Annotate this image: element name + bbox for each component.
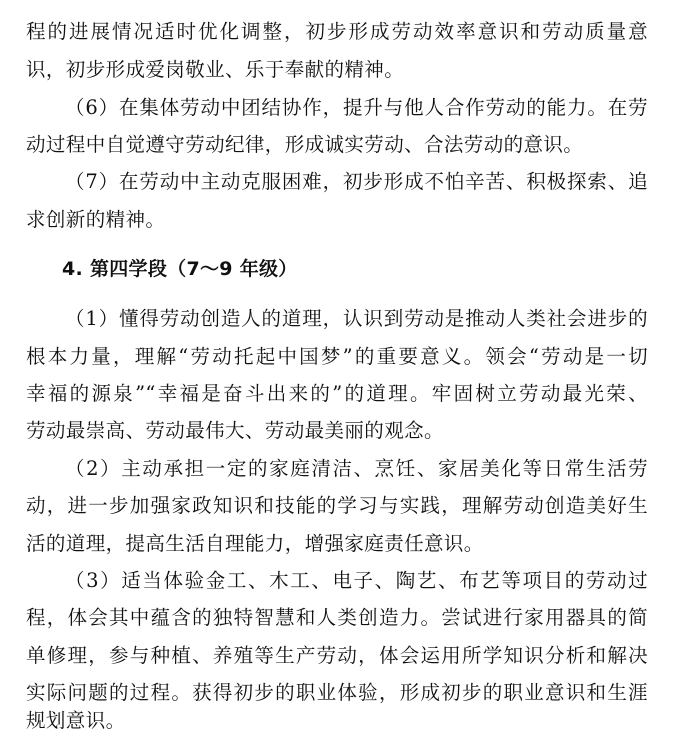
text-line: 动，进一步加强家政知识和技能的学习与实践，理解劳动创造美好生 — [26, 494, 648, 517]
text-line: 程的进展情况适时优化调整，初步形成劳动效率意识和劳动质量意 — [26, 20, 648, 43]
text-line: 活的道理，提高生活自理能力，增强家庭责任意识。 — [26, 532, 484, 555]
paragraph-6-first-line: （6）在集体劳动中团结协作，提升与他人合作劳动的能力。在劳 — [65, 96, 648, 119]
text-line: 程，体会其中蕴含的独特智慧和人类创造力。尝试进行家用器具的简 — [26, 606, 648, 629]
text-line: 根本力量，理解“劳动托起中国梦”的重要意义。领会“劳动是一切 — [26, 345, 648, 368]
text-line: 动过程中自觉遵守劳动纪律，形成诚实劳动、合法劳动的意识。 — [26, 133, 584, 156]
text-line: 识，初步形成爱岗敬业、乐于奉献的精神。 — [26, 58, 405, 81]
section-heading: 4. 第四学段（7～9 年级） — [62, 258, 298, 280]
text-line: 规划意识。 — [26, 709, 126, 732]
text-line: 单修理，参与种植、养殖等生产劳动，体会运用所学知识分析和解决 — [26, 644, 648, 667]
paragraph-2-first-line: （2）主动承担一定的家庭清洁、烹饪、家居美化等日常生活劳 — [65, 457, 648, 480]
paragraph-1-first-line: （1）懂得劳动创造人的道理，认识到劳动是推动人类社会进步的 — [65, 307, 648, 330]
paragraph-7-first-line: （7）在劳动中主动克服困难，初步形成不怕辛苦、积极探索、追 — [65, 170, 648, 193]
text-line: 实际问题的过程。获得初步的职业体验，形成初步的职业意识和生涯 — [26, 681, 648, 704]
text-line: 劳动最崇高、劳动最伟大、劳动最美丽的观念。 — [26, 419, 444, 442]
text-line: 幸福的源泉”“幸福是奋斗出来的”的道理。牢固树立劳动最光荣、 — [26, 382, 648, 405]
text-line: 求创新的精神。 — [26, 208, 166, 231]
paragraph-3-first-line: （3）适当体验金工、木工、电子、陶艺、布艺等项目的劳动过 — [65, 569, 648, 592]
